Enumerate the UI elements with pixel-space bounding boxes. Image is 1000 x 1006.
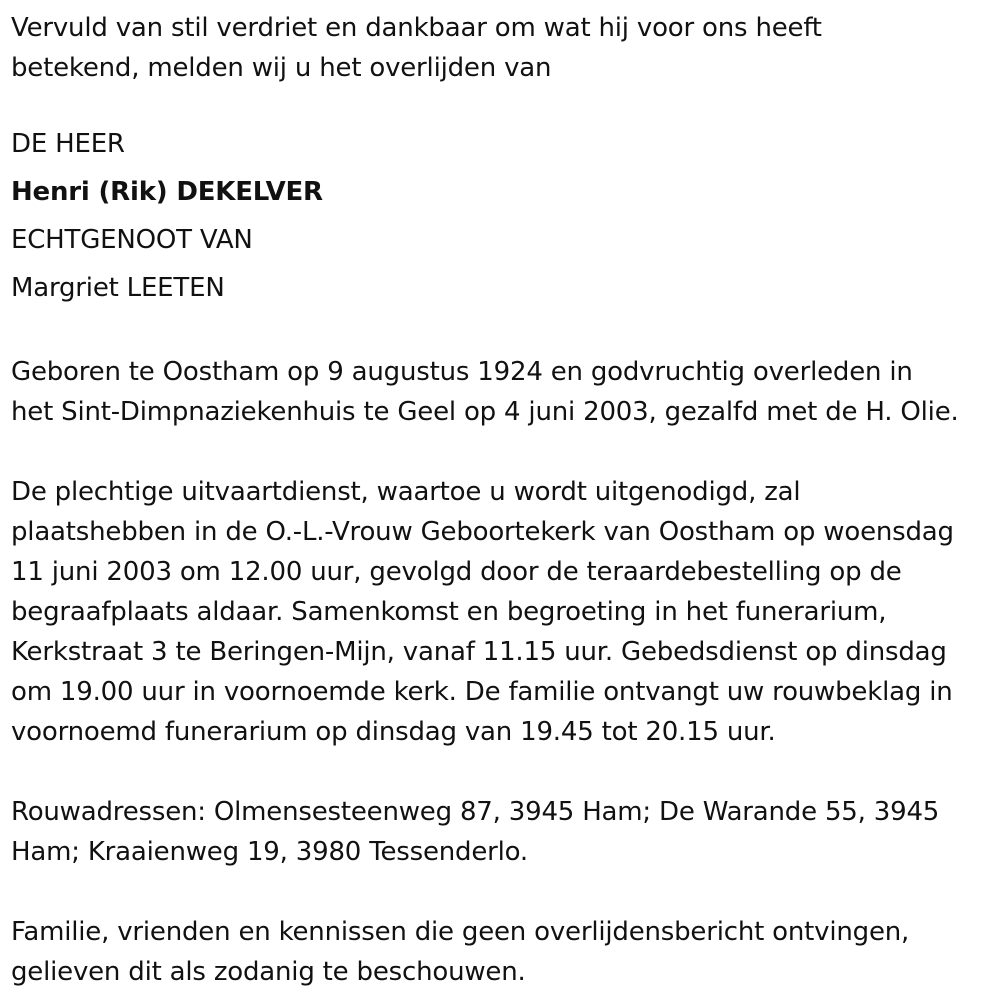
closing-line: Familie, vrienden en kennissen die geen overlijdensbericht ontvingen, <box>11 917 910 947</box>
deceased-relation: ECHTGENOOT VAN <box>11 225 253 255</box>
deceased-block <box>11 120 996 312</box>
funeral-line: De plechtige uitvaartdienst, waartoe u wordt uitgenodigd, zal <box>11 477 801 507</box>
deceased-title: DE HEER <box>11 129 125 159</box>
funeral-paragraph <box>11 472 996 752</box>
intro-paragraph <box>11 8 996 88</box>
obituary-document <box>11 8 996 992</box>
intro-line: Vervuld van stil verdriet en dankbaar om wat hij voor ons heeft <box>11 13 822 43</box>
deceased-name: Henri (Rik) DEKELVER <box>11 177 323 207</box>
birth-death-line: Geboren te Oostham op 9 augustus 1924 en godvruchtig overleden in <box>11 357 913 387</box>
addresses-line: Ham; Kraaienweg 19, 3980 Tessenderlo. <box>11 837 528 867</box>
addresses-line: Rouwadressen: Olmensesteenweg 87, 3945 Ham; De Warande 55, 3945 <box>11 797 940 827</box>
funeral-line: voornoemd funerarium op dinsdag van 19.45 tot 20.15 uur. <box>11 717 776 747</box>
funeral-line: 11 juni 2003 om 12.00 uur, gevolgd door de teraardebestelling op de <box>11 557 902 587</box>
addresses-paragraph <box>11 792 996 872</box>
funeral-line: plaatshebben in de O.-L.-Vrouw Geboortekerk van Oostham op woensdag <box>11 517 954 547</box>
intro-line: betekend, melden wij u het overlijden van <box>11 53 552 83</box>
closing-line: gelieven dit als zodanig te beschouwen. <box>11 957 526 987</box>
funeral-line: begraafplaats aldaar. Samenkomst en begroeting in het funerarium, <box>11 597 887 627</box>
spouse-name: Margriet LEETEN <box>11 273 225 303</box>
funeral-line: Kerkstraat 3 te Beringen-Mijn, vanaf 11.15 uur. Gebedsdienst op dinsdag <box>11 637 947 667</box>
closing-paragraph <box>11 912 996 992</box>
birth-death-paragraph <box>11 352 996 432</box>
birth-death-line: het Sint-Dimpnaziekenhuis te Geel op 4 juni 2003, gezalfd met de H. Olie. <box>11 397 959 427</box>
funeral-line: om 19.00 uur in voornoemde kerk. De familie ontvangt uw rouwbeklag in <box>11 677 953 707</box>
